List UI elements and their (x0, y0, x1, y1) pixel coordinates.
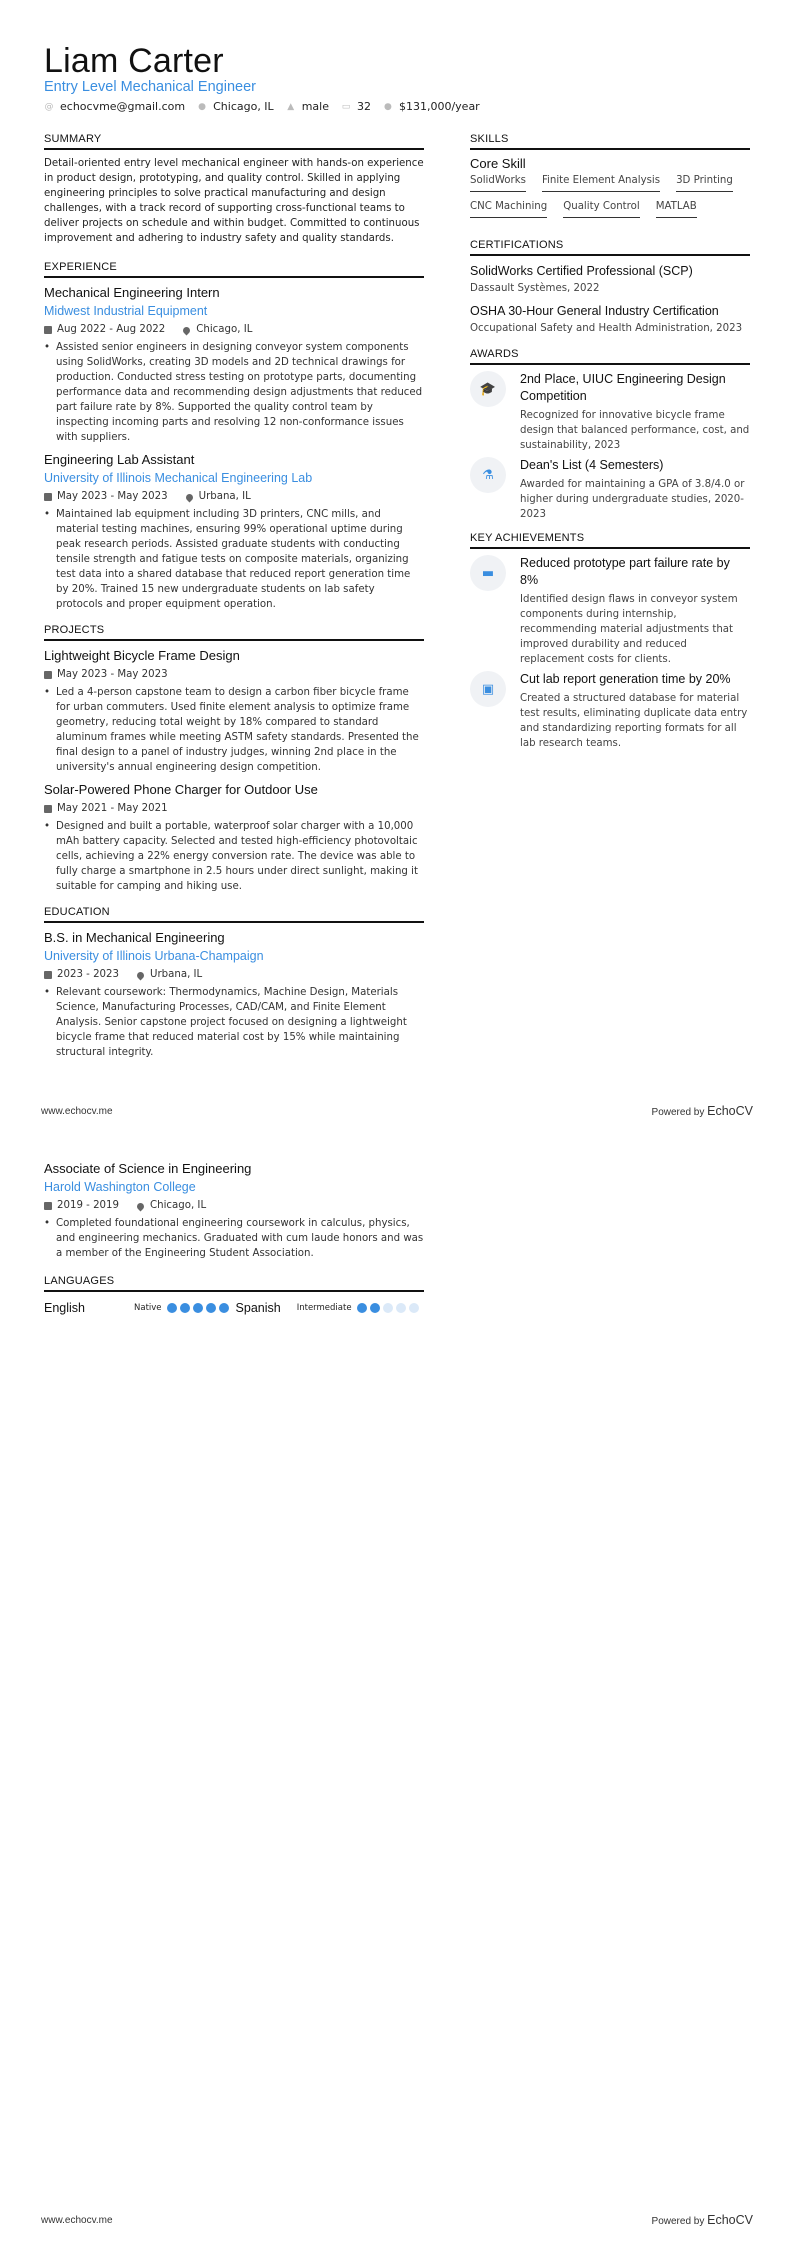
award-item (470, 371, 750, 453)
language-list (44, 1298, 424, 1317)
job-location: Urbana, IL (198, 491, 251, 502)
achievement-title: Cut lab report generation time by 20% (520, 672, 731, 686)
company-name: University of Illinois Mechanical Engineering Lab (44, 471, 313, 485)
job-title: Engineering Lab Assistant (44, 452, 195, 467)
summary-section (44, 133, 424, 246)
education-item (44, 1160, 424, 1261)
flask-icon: ⚗ (470, 457, 506, 493)
job-bullet: • Maintained lab equipment including 3D printers, CNC mills, and material testing machines, ensuring 99% operational uptime during peak research periods. Assisted graduate students with conducting tensile strength and fatigue tests on composite materials, organizing test data into a shared database that reduced report generation time by 20%. Trained 15 new undergraduate students on lab safety protocols and proper equipment operation. (44, 509, 411, 610)
job-bullet: • Assisted senior engineers in designing conveyor system components using SolidWorks, creating 3D models and 2D technical drawings for production. Conducted stress testing on prototype parts, documenting performance data and recommending design adjustments that reduced part failure rate by 8%. Supported the quality control team by inspecting incoming parts and resolving 12 non-conformance issues with suppliers. (44, 342, 423, 443)
skill-group-title: Core Skill (470, 156, 526, 171)
section-heading: SKILLS (470, 133, 750, 150)
edu-location: Chicago, IL (150, 1200, 207, 1211)
experience-item (44, 284, 424, 445)
job-title: Mechanical Engineering Intern (44, 285, 220, 300)
calendar-icon (44, 326, 52, 334)
skill-tag: CNC Machining (470, 201, 547, 218)
skills-section (470, 133, 750, 227)
brand-logo: EchoCV (707, 2213, 753, 2227)
powered-by: Powered by EchoCV (651, 2213, 753, 2227)
skill-list (470, 175, 750, 227)
location-pin-icon (182, 325, 192, 335)
achievement-item (470, 555, 750, 667)
education-section (44, 906, 424, 1060)
section-heading: EXPERIENCE (44, 261, 424, 278)
school-name: Harold Washington College (44, 1180, 196, 1194)
section-heading: SUMMARY (44, 133, 424, 150)
awards-section (470, 348, 750, 522)
section-heading: PROJECTS (44, 624, 424, 641)
contact-age: ▭ 32 (341, 100, 371, 113)
summary-text: Detail-oriented entry level mechanical engineer with hands-on experience in product design, prototyping, and quality control. Skilled in applying engineering principles to solve practical manufacturing and design challenges, with a track record of supporting cross-functional teams to deliver projects on schedule and within budget. Committed to continuous improvement and adhering to industry safety and quality standards. (44, 158, 424, 244)
section-heading: AWARDS (470, 348, 750, 365)
location-icon: ● (198, 101, 207, 112)
contact-bar (44, 100, 492, 113)
cert-title: OSHA 30-Hour General Industry Certification (470, 304, 719, 318)
candidate-title: Entry Level Mechanical Engineer (44, 79, 256, 95)
edu-bullet: • Relevant coursework: Thermodynamics, Machine Design, Materials Science, Manufacturing Processes, CAD/CAM, and Finite Element Analysis. Senior capstone project focused on designing a lightweight bicycle frame that reduced material cost by 15% while maintaining structural integrity. (44, 987, 407, 1058)
calendar-icon (44, 1202, 52, 1210)
dollar-icon: ● (384, 101, 392, 112)
achievement-desc: Created a structured database for material test results, eliminating duplicate data entry and standardizing reporting formats for all lab research teams. (520, 693, 748, 749)
achievements-section (470, 532, 750, 751)
at-icon: @ (44, 101, 54, 112)
award-item (470, 457, 750, 522)
proficiency-dots (357, 1298, 422, 1317)
job-dates: May 2023 - May 2023 (57, 491, 168, 502)
degree-title: Associate of Science in Engineering (44, 1161, 252, 1176)
project-dates: May 2021 - May 2021 (57, 803, 168, 814)
edu-dates: 2023 - 2023 (57, 969, 120, 980)
brand-logo: EchoCV (707, 1104, 753, 1118)
degree-title: B.S. in Mechanical Engineering (44, 930, 225, 945)
achievement-title: Reduced prototype part failure rate by 8% (520, 556, 730, 587)
location-pin-icon (136, 1201, 146, 1211)
contact-salary: ● $131,000/year (384, 100, 480, 113)
person-icon: ▲ (287, 101, 295, 112)
calendar-icon (44, 493, 52, 501)
job-dates: Aug 2022 - Aug 2022 (57, 324, 166, 335)
left-column-page-2 (44, 1160, 424, 1317)
skill-tag: Finite Element Analysis (542, 175, 660, 192)
section-heading: LANGUAGES (44, 1275, 424, 1292)
experience-section (44, 261, 424, 612)
archive-icon: ▣ (470, 671, 506, 707)
project-item (44, 781, 424, 894)
page-footer (41, 2213, 753, 2227)
edu-location: Urbana, IL (150, 969, 203, 980)
page-footer (41, 1104, 753, 1118)
monitor-icon: ▬ (470, 555, 506, 591)
contact-gender: ▲ male (287, 100, 329, 113)
education-item (44, 929, 424, 1060)
skill-tag: SolidWorks (470, 175, 526, 192)
skill-tag: Quality Control (563, 201, 639, 218)
project-title: Solar-Powered Phone Charger for Outdoor Use (44, 782, 318, 797)
edu-dates: 2019 - 2019 (57, 1200, 120, 1211)
skill-tag: 3D Printing (676, 175, 733, 192)
right-column (470, 133, 750, 755)
contact-location: ● Chicago, IL (198, 100, 274, 113)
section-heading: EDUCATION (44, 906, 424, 923)
calendar-icon (44, 671, 52, 679)
calendar-icon (44, 805, 52, 813)
language-name: Spanish (235, 1300, 281, 1315)
award-desc: Awarded for maintaining a GPA of 3.8/4.0 or higher during undergraduate studies, 2020-2023 (520, 479, 745, 520)
calendar-icon (44, 971, 52, 979)
achievement-item (470, 671, 750, 751)
award-title: Dean's List (4 Semesters) (520, 458, 664, 472)
location-pin-icon (184, 492, 194, 502)
project-bullet: • Designed and built a portable, waterproof solar charger with a 10,000 mAh battery capacity. Selected and tested high-efficiency photovoltaic cells, achieving a 22% energy conversion rate. The device was able to fully charge a smartphone in 2.5 hours under direct sunlight, making it suitable for camping and hiking use. (44, 821, 418, 892)
school-name: University of Illinois Urbana-Champaign (44, 949, 264, 963)
location-pin-icon (136, 970, 146, 980)
achievement-desc: Identified design flaws in conveyor system components during internship, recommending material adjustments that improved durability and reduced replacement costs for clients. (520, 594, 738, 665)
award-desc: Recognized for innovative bicycle frame design that balanced performance, cost, and sustainability, 2023 (520, 410, 750, 451)
section-heading: KEY ACHIEVEMENTS (470, 532, 750, 549)
left-column (44, 133, 424, 1066)
project-dates: May 2023 - May 2023 (57, 669, 168, 680)
experience-item (44, 451, 424, 612)
footer-url[interactable]: www.echocv.me (41, 1105, 113, 1117)
job-location: Chicago, IL (196, 324, 253, 335)
certifications-section (470, 239, 750, 338)
powered-by: Powered by EchoCV (651, 1104, 753, 1118)
languages-section (44, 1275, 424, 1317)
cert-issuer: Occupational Safety and Health Administration, 2023 (470, 323, 743, 334)
language-level: Intermediate (296, 1302, 352, 1313)
candidate-name: Liam Carter (44, 42, 224, 80)
contact-email[interactable]: @ echocvme@gmail.com (44, 100, 186, 113)
edu-bullet: • Completed foundational engineering coursework in calculus, physics, and engineering mechanics. Graduated with cum laude honors and was a member of the Engineering Student Association. (44, 1218, 424, 1259)
cert-issuer: Dassault Systèmes, 2022 (470, 283, 600, 294)
award-title: 2nd Place, UIUC Engineering Design Competition (520, 372, 726, 403)
projects-section (44, 624, 424, 894)
language-name: English (44, 1300, 85, 1315)
company-name: Midwest Industrial Equipment (44, 304, 208, 318)
footer-url[interactable]: www.echocv.me (41, 2214, 113, 2226)
skill-tag: MATLAB (656, 201, 697, 218)
language-level: Native (134, 1302, 162, 1313)
cert-title: SolidWorks Certified Professional (SCP) (470, 264, 693, 278)
section-heading: CERTIFICATIONS (470, 239, 750, 256)
graduation-cap-icon: 🎓 (470, 371, 506, 407)
project-title: Lightweight Bicycle Frame Design (44, 648, 240, 663)
project-bullet: • Led a 4-person capstone team to design a carbon fiber bicycle frame for urban commuters. Used finite element analysis to optimize frame geometry, reducing total weight by 18% compared to standard aluminum frames while meeting ASTM safety standards. Presented the final design to a panel of industry judges, winning 2nd place in the university's annual engineering design competition. (44, 687, 419, 773)
calendar-icon: ▭ (341, 101, 351, 112)
project-item (44, 647, 424, 775)
proficiency-dots (167, 1298, 232, 1317)
